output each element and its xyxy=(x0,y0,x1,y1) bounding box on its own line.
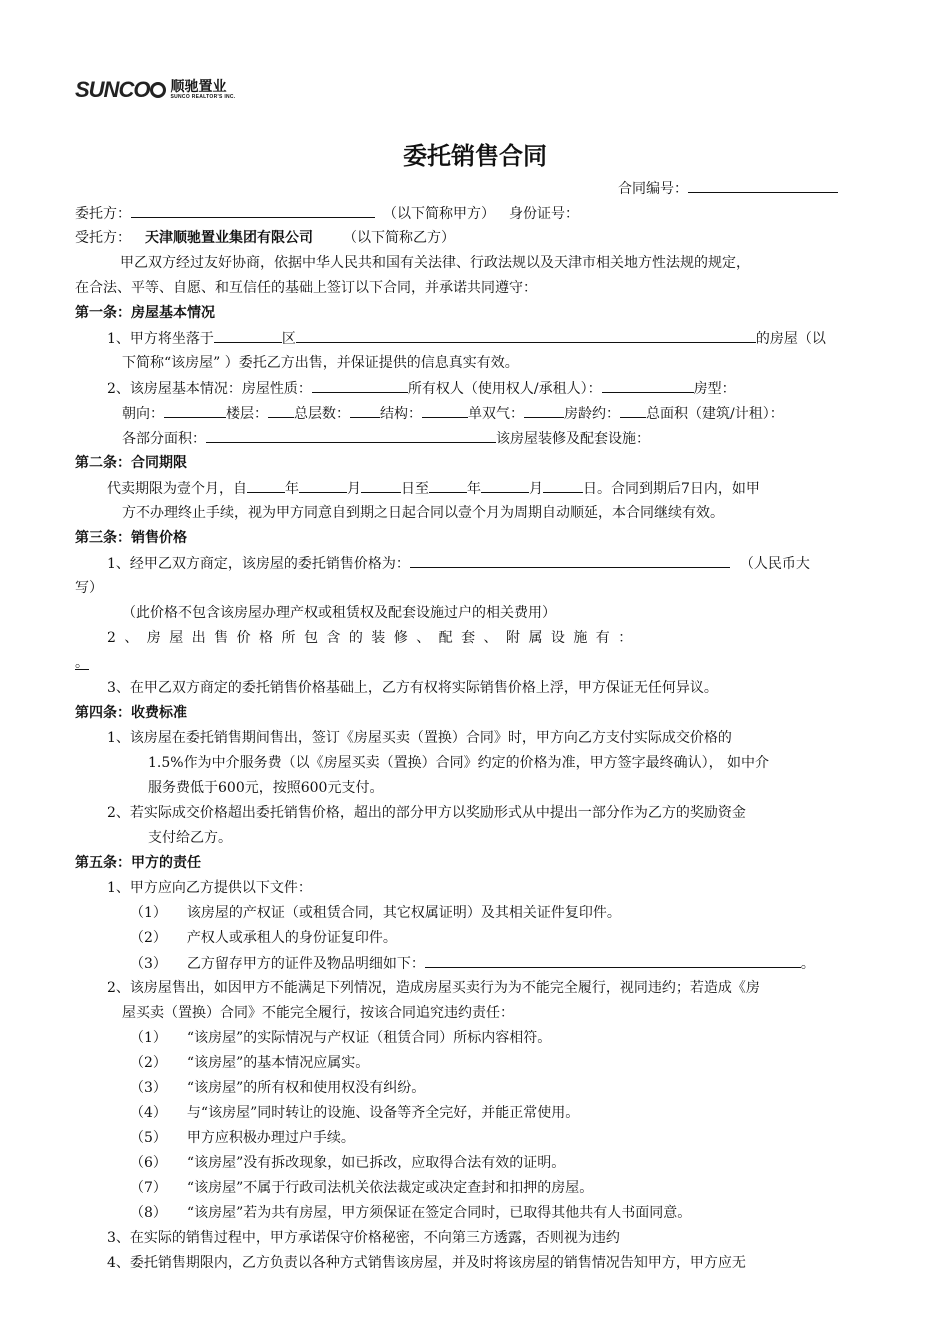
section-1-heading: 第一条：房屋基本情况 xyxy=(75,305,215,321)
s4-p1: 1、该房屋在委托销售期间售出，签订《房屋买卖（置换）合同》时，甲方向乙方支付实际成交价格的 xyxy=(107,730,732,746)
s1-p1: 1、甲方将坐落于 区 的房屋（以 xyxy=(107,328,826,349)
s5-p2-cont: 屋买卖（置换）合同》不能完全履行，按该合同追究违约责任： xyxy=(122,1005,514,1021)
s3-price-note: （此价格不包含该房屋办理产权或租赁权及配套设施过户的相关费用） xyxy=(122,605,556,621)
section-2-heading: 第二条：合同期限 xyxy=(75,455,187,471)
s5-p2: 2、该房屋售出，如因甲方不能满足下列情况，造成房屋买卖行为为不能完全履行，视同违约；若造成《房 xyxy=(107,980,760,996)
company-logo xyxy=(75,76,236,104)
party-a-line: 委托方： （以下简称甲方） 身份证号： xyxy=(75,203,579,224)
logo-ring-icon xyxy=(150,82,166,98)
s1-p2: 2、该房屋基本情况：房屋性质： 所有权人（使用权人/承租人）： 房型： xyxy=(107,378,736,399)
s3-p1-cont: 写） xyxy=(75,580,103,596)
s3-p1: 1、经甲乙双方商定，该房屋的委托销售价格为： （人民币大 xyxy=(107,553,810,574)
s5-item: （5） 甲方应积极办理过户手续。 xyxy=(130,1130,355,1146)
section-3-heading: 第三条：销售价格 xyxy=(75,530,187,546)
party-b-line: 受托方： 天津顺驰置业集团有限公司 （以下简称乙方） xyxy=(75,230,455,246)
logo-brand: SUNCO xyxy=(75,77,150,102)
s5-item: （8） “该房屋”若为共有房屋，甲方须保证在签定合同时，已取得其他共有人书面同意。 xyxy=(130,1205,692,1221)
s3-p2-cont: 。 xyxy=(75,655,89,671)
s5-doc-3: （3） 乙方留存甲方的证件及物品明细如下： 。 xyxy=(130,953,815,974)
s4-p1-cont: 1.5%作为中介服务费（以《房屋买卖（置换）合同》约定的价格为准，甲方签字最终确认）， 如中介 xyxy=(148,755,770,771)
s5-p1: 1、甲方应向乙方提供以下文件： xyxy=(107,880,312,896)
s1-p1-cont: 下简称“该房屋” ）委托乙方出售，并保证提供的信息真实有效。 xyxy=(122,355,519,371)
s4-p2: 2、若实际成交价格超出委托销售价格，超出的部分甲方以奖励形式从中提出一部分作为乙方的奖励资金 xyxy=(107,805,746,821)
s5-item: （6） “该房屋”没有拆改现象，如已拆改，应取得合法有效的证明。 xyxy=(130,1155,566,1171)
document-title: 委托销售合同 xyxy=(403,142,547,170)
s3-p2: 2 、 房 屋 出 售 价 格 所 包 含 的 装 修 、 配 套 、 附 属 设 施 有 ： xyxy=(107,630,635,646)
s5-doc-2: （2） 产权人或承租人的身份证复印件。 xyxy=(130,930,397,946)
s5-item: （2） “该房屋”的基本情况应属实。 xyxy=(130,1055,370,1071)
contract-number: 合同编号： xyxy=(618,178,838,199)
section-4-heading: 第四条：收费标准 xyxy=(75,705,187,721)
s1-p3: 朝向： 楼层： 总层数： 结构： 单双气： 房龄约： 总面积（建筑/计租）： xyxy=(122,403,784,424)
section-5-heading: 第五条：甲方的责任 xyxy=(75,855,201,871)
intro-line-2: 在合法、平等、自愿、和互信任的基础上签订以下合同，并承诺共同遵守： xyxy=(75,280,537,296)
s1-p4: 各部分面积： 该房屋装修及配套设施： xyxy=(122,428,650,449)
s2-p1: 代卖期限为壹个月，自 年 月 日至 年 月 日。合同到期后7日内，如甲 xyxy=(107,478,760,499)
s5-item: （3） “该房屋”的所有权和使用权没有纠纷。 xyxy=(130,1080,426,1096)
s5-p3: 3、在实际的销售过程中，甲方承诺保守价格秘密，不向第三方透露，否则视为违约 xyxy=(107,1230,620,1246)
intro-line-1: 甲乙双方经过友好协商，依据中华人民共和国有关法律、行政法规以及天津市相关地方性法规的规定， xyxy=(120,255,750,271)
s5-p4: 4、委托销售期限内，乙方负责以各种方式销售该房屋，并及时将该房屋的销售情况告知甲方，甲方应无 xyxy=(107,1255,746,1271)
s2-p2: 方不办理终止手续，视为甲方同意自到期之日起合同以壹个月为周期自动顺延，本合同继续有效。 xyxy=(122,505,724,521)
logo-en: SUNCO REALTOR'S INC. xyxy=(170,94,236,100)
s5-item: （1） “该房屋”的实际情况与产权证（租赁合同）所标内容相符。 xyxy=(130,1030,552,1046)
s5-item: （4） 与“该房屋”同时转让的设施、设备等齐全完好，并能正常使用。 xyxy=(130,1105,580,1121)
s5-doc-1: （1） 该房屋的产权证（或租赁合同，其它权属证明）及其相关证件复印件。 xyxy=(130,905,621,921)
logo-cn: 顺驰置业 xyxy=(170,79,227,95)
s4-p1-cont2: 服务费低于600元，按照600元支付。 xyxy=(148,780,384,796)
s3-p3: 3、在甲乙双方商定的委托销售价格基础上，乙方有权将实际销售价格上浮，甲方保证无任何异议。 xyxy=(107,680,718,696)
s5-item: （7） “该房屋”不属于行政司法机关依法裁定或决定查封和扣押的房屋。 xyxy=(130,1180,594,1196)
s4-p2-cont: 支付给乙方。 xyxy=(148,830,232,846)
